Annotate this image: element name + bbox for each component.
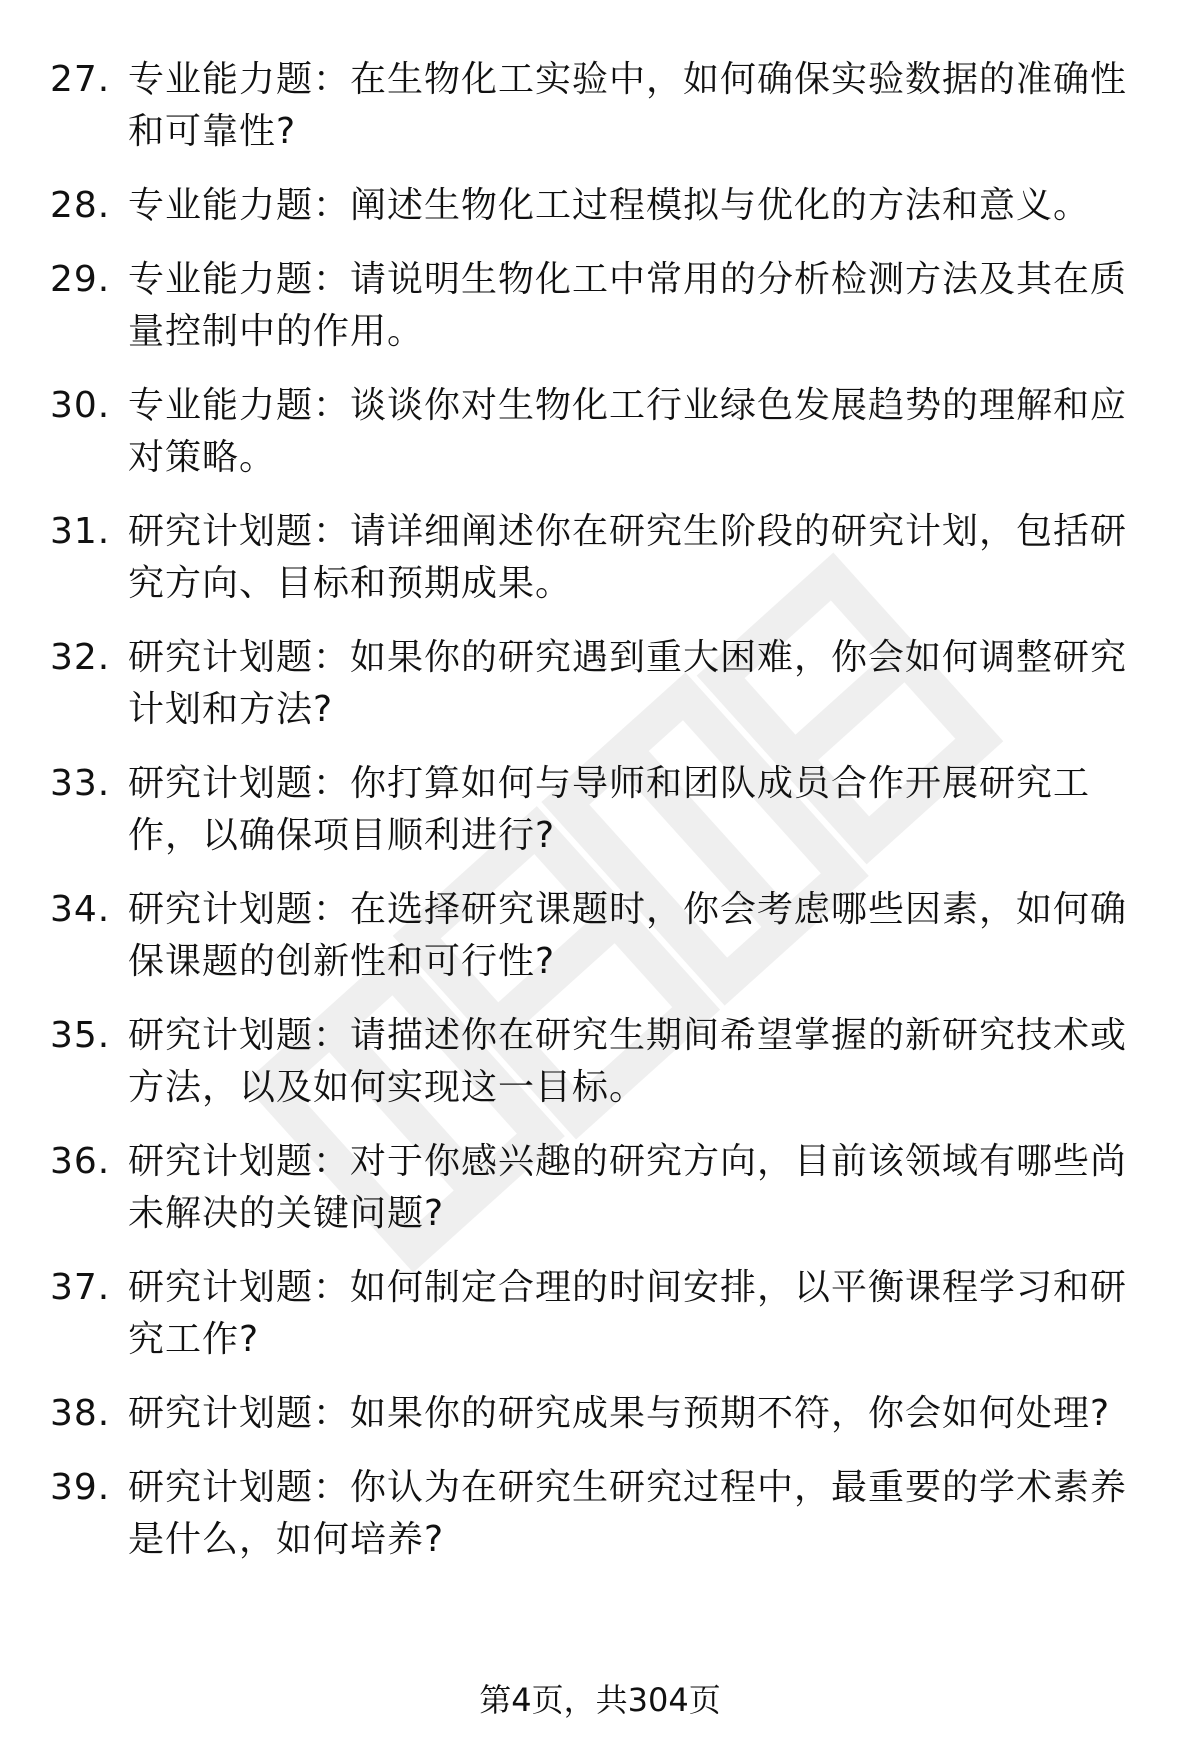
question-item (50, 1462, 1150, 1566)
question-item (50, 1262, 1150, 1366)
question-list (50, 54, 1150, 1566)
question-item (50, 380, 1150, 484)
question-item (50, 1388, 1150, 1440)
question-number: 34. (50, 889, 111, 930)
question-item (50, 758, 1150, 862)
question-text: 专业能力题：请说明生物化工中常用的分析检测方法及其在质量控制中的作用。 (128, 259, 1128, 352)
question-item (50, 884, 1150, 988)
question-text: 研究计划题：请详细阐述你在研究生阶段的研究计划，包括研究方向、目标和预期成果。 (128, 511, 1128, 604)
question-item (50, 180, 1150, 232)
question-number: 27. (50, 59, 111, 100)
question-text: 专业能力题：谈谈你对生物化工行业绿色发展趋势的理解和应对策略。 (128, 385, 1128, 478)
question-text: 研究计划题：在选择研究课题时，你会考虑哪些因素，如何确保课题的创新性和可行性? (128, 889, 1128, 982)
question-text: 专业能力题：阐述生物化工过程模拟与优化的方法和意义。 (128, 185, 1091, 226)
question-number: 29. (50, 259, 111, 300)
question-item (50, 632, 1150, 736)
question-text: 研究计划题：如何制定合理的时间安排，以平衡课程学习和研究工作? (128, 1267, 1128, 1360)
question-text: 研究计划题：你打算如何与导师和团队成员合作开展研究工作，以确保项目顺利进行? (128, 763, 1091, 856)
question-item (50, 254, 1150, 358)
question-number: 37. (50, 1267, 111, 1308)
question-text: 研究计划题：请描述你在研究生期间希望掌握的新研究技术或方法，以及如何实现这一目标。 (128, 1015, 1128, 1108)
question-number: 38. (50, 1393, 111, 1434)
question-text: 研究计划题：对于你感兴趣的研究方向，目前该领域有哪些尚未解决的关键问题? (128, 1141, 1128, 1234)
question-item (50, 506, 1150, 610)
question-text: 研究计划题：如果你的研究遇到重大困难，你会如何调整研究计划和方法? (128, 637, 1128, 730)
question-number: 28. (50, 185, 111, 226)
question-number: 35. (50, 1015, 111, 1056)
question-item (50, 54, 1150, 158)
question-number: 39. (50, 1467, 111, 1508)
question-number: 31. (50, 511, 111, 552)
question-number: 33. (50, 763, 111, 804)
question-number: 36. (50, 1141, 111, 1182)
question-text: 专业能力题：在生物化工实验中，如何确保实验数据的准确性和可靠性? (128, 59, 1128, 152)
question-text: 研究计划题：你认为在研究生研究过程中，最重要的学术素养是什么，如何培养? (128, 1467, 1128, 1560)
question-number: 32. (50, 637, 111, 678)
question-text: 研究计划题：如果你的研究成果与预期不符，你会如何处理? (128, 1393, 1111, 1434)
question-number: 30. (50, 385, 111, 426)
question-item (50, 1010, 1150, 1114)
question-item (50, 1136, 1150, 1240)
page-footer: 第4页，共304页 (479, 1681, 721, 1719)
